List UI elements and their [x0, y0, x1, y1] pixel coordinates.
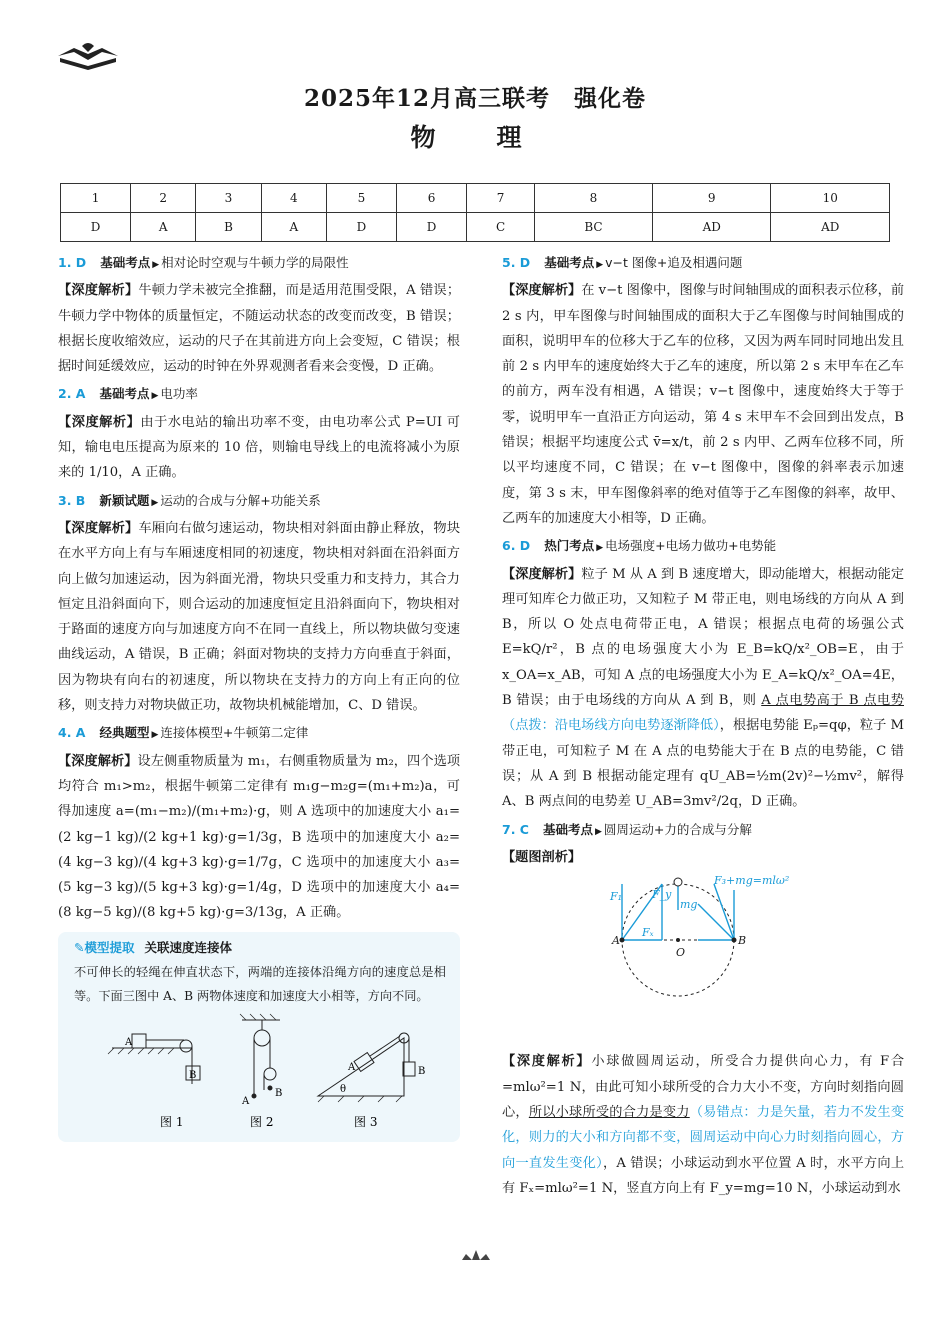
- fig3-label-b: B: [418, 1065, 426, 1077]
- q7-underline: 所以小球所受的合力是变力: [528, 1105, 690, 1121]
- q4-tag: 经典题型: [99, 725, 150, 741]
- q2-text: 由于水电站的输出功率不变，由电功率公式 P=UI 可知，输电电压提高为原来的 10 倍，则输电导线上的电流将减小为原来的 1/10，A 正确。: [58, 414, 460, 481]
- q7-text1: 小球做圆周运动，所受合力提供向心力，有 F合=mlω²=1 N，由此可知小球所受的合力大小不变，方向时刻指向圆心，: [502, 1054, 905, 1121]
- fig3-caption: 图 3: [354, 1114, 378, 1129]
- publisher-logo: [56, 42, 120, 70]
- q3-lead: 【深度解析】: [58, 520, 139, 536]
- q3-body: [58, 516, 460, 718]
- q6-topic: 电场强度+电场力做功+电势能: [605, 538, 777, 554]
- subject-title: 物 理: [410, 123, 540, 152]
- q5-lead: 【深度解析】: [502, 283, 582, 299]
- answer-key-5: D: [326, 213, 396, 242]
- q2-number: 2. A: [58, 386, 86, 402]
- q2-header: 2. A 基础考点 ▶ 电功率: [58, 386, 198, 402]
- answer-number-6: 6: [396, 184, 466, 213]
- q1-body: [58, 278, 460, 379]
- fig2-caption: 图 2: [250, 1114, 274, 1129]
- q1-header: 1. D 基础考点 ▶ 相对论时空观与牛顿力学的局限性: [58, 255, 349, 270]
- q7-body: [502, 1049, 904, 1201]
- answer-number-8: 8: [534, 184, 652, 213]
- answer-number-9: 9: [653, 184, 771, 213]
- answer-number-1: 1: [61, 184, 131, 213]
- fig-f3-label: F₃+mg=mlω²: [714, 874, 790, 888]
- answer-key-4: A: [261, 213, 326, 242]
- q5-number: 5. D: [502, 255, 531, 270]
- q7-figure-lead: 【题图剖析】: [502, 849, 582, 865]
- q3-topic: 运动的合成与分解+功能关系: [160, 492, 321, 508]
- q3-text: 车厢向右做匀速运动，物块相对斜面由静止释放，物块在水平方向上有与车厢速度相同的初速度，物块相对斜面在沿斜面方向上做匀加速运动，因为斜面光滑，物块只受重力和支持力，其合力恒定且沿斜面向下，则合运动的加速度恒定且沿斜面向下，物块相对于路面的速度方向与加速度方向不在同一直线上，所以物块做匀变速曲线运动，A 错误，B 正确；斜面对物块的支持力方向垂直于斜面，因为物块有向右的初速度，所以物块在支持力的方向上有正向的位移，则支持力对物块做正功，故物块机械能增加，C、D 错误。: [58, 520, 461, 714]
- left-column: [58, 248, 460, 1142]
- answer-key-10: AD: [771, 213, 890, 242]
- q3-header: 3. B 新颖试题 ▶ 运动的合成与分解+功能关系: [58, 492, 321, 508]
- fig2-label-b: B: [275, 1087, 283, 1099]
- right-column: [502, 248, 904, 1201]
- model-text: 不可伸长的轻绳在伸直状态下，两端的连接体沿绳方向的速度总是相等。下面三图中 A、B 两物体速度和加速度大小相等，方向不同。: [74, 964, 446, 1003]
- q7-number: 7. C: [502, 821, 529, 837]
- model-box: [58, 932, 460, 1142]
- fig-o-label: O: [676, 946, 686, 960]
- answer-number-4: 4: [261, 184, 326, 213]
- q7-note: （易错点：力是矢量，若力不发生变化，则力的大小和方向都不变，圆周运动中向心力时刻指向圆心，方向一直发生变化）: [502, 1105, 905, 1171]
- answer-key-1: D: [61, 213, 131, 242]
- fig-b-label: B: [738, 934, 747, 948]
- q7-header: 7. C 基础考点 ▶ 圆周运动+力的合成与分解: [502, 821, 752, 837]
- q6-underline: A 点电势高于 B 点电势: [761, 693, 904, 709]
- q4-text: 设左侧重物质量为 m₁，右侧重物质量为 m₂，四个选项均符合 m₁>m₂，根据牛顿第二定律有 m₁g−m₂g=(m₁+m₂)a，可得加速度 a=(m₁−m₂)/(m₁+m₂)·g，则 A 选项中的加速度大小 a₁=(2 kg−1 kg)/(2 kg+1 kg)·g=1/3g，B 选项中的加速度大小 a₂=(4 kg−3 kg)/(4 kg+3 kg)·g=1/7g，C 选项中的加速度大小 a₃=(5 kg−3 kg)/(5 kg+3 kg)·g=1/4g，D 选项中的加速度大小 a₄=(8 kg−5 kg)/(8 kg+5 kg)·g=3/13g，A 正确。: [58, 753, 461, 921]
- q4-lead: 【深度解析】: [58, 753, 138, 769]
- q5-topic: v−t 图像+追及相遇问题: [605, 255, 743, 270]
- answer-key-7: C: [467, 213, 535, 242]
- q1-lead: 【深度解析】: [58, 283, 139, 299]
- answer-key-6: D: [396, 213, 466, 242]
- q7-topic: 圆周运动+力的合成与分解: [603, 821, 752, 837]
- q6-note: （点拨：沿电场线方向电势逐渐降低）: [502, 718, 720, 734]
- q7-text2: ，A 错误；小球运动到水平位置 A 时，水平方向上有 Fₓ=mlω²=1 N，竖直方向上有 F_y=mg=10 N，小球运动到水: [502, 1155, 905, 1196]
- fig-fx-label: Fₓ: [642, 926, 654, 940]
- fig1-label-a: A: [125, 1036, 133, 1048]
- model-label: 模型提取: [84, 939, 135, 955]
- pencil-icon: ✎: [74, 939, 85, 955]
- q5-header: 5. D 基础考点 ▶ v−t 图像+追及相遇问题: [502, 255, 743, 270]
- answer-numbers-row: [61, 184, 890, 213]
- answer-number-10: 10: [771, 184, 890, 213]
- fig2-label-a: A: [242, 1095, 250, 1107]
- q4-topic: 连接体模型+牛顿第二定律: [160, 725, 309, 741]
- exam-title: 2025年12月高三联考 强化卷: [303, 85, 647, 112]
- q7-tag: 基础考点: [542, 821, 593, 837]
- fig3-label-a: A: [348, 1061, 356, 1073]
- q6-header: 6. D 热门考点 ▶ 电场强度+电场力做功+电势能: [502, 538, 777, 554]
- q2-body: [58, 410, 460, 486]
- answer-key-8: BC: [534, 213, 652, 242]
- q6-tag: 热门考点: [544, 538, 595, 554]
- q6-text2: ，根据电势能 Eₚ=qφ，粒子 M 带正电，可知粒子 M 在 A 点的电势能大于在 B 点的电势能，C 错误；从 A 到 B 根据动能定理有 qU_AB=½m(2v)²−½mv²，解得 A、B 两点间的电势差 U_AB=3mv²/2q，D 正确。: [502, 718, 905, 810]
- q3-number: 3. B: [58, 492, 86, 508]
- model-title: 关联速度连接体: [144, 939, 233, 955]
- answer-number-5: 5: [326, 184, 396, 213]
- q4-body: [58, 749, 460, 926]
- fig3-theta: θ: [340, 1083, 347, 1095]
- fig-a-label: A: [612, 934, 620, 948]
- q3-tag: 新颖试题: [99, 492, 150, 508]
- answer-key-9: AD: [653, 213, 771, 242]
- q1-tag: 基础考点: [100, 255, 151, 270]
- q2-tag: 基础考点: [99, 386, 150, 402]
- pulley-diagrams: [74, 1008, 446, 1134]
- answer-number-3: 3: [196, 184, 262, 213]
- answer-number-7: 7: [467, 184, 535, 213]
- q5-tag: 基础考点: [544, 255, 595, 270]
- q2-topic: 电功率: [160, 386, 198, 402]
- fig-f1-label: F₁: [610, 890, 623, 904]
- model-figures: [74, 1008, 446, 1134]
- footer-ornament-icon: [454, 1248, 498, 1262]
- q4-number: 4. A: [58, 725, 86, 741]
- q5-body: [502, 278, 904, 531]
- answer-number-2: 2: [131, 184, 196, 213]
- circular-motion-diagram: [502, 870, 904, 1040]
- answer-key-table: [60, 183, 890, 242]
- answer-key-2: A: [131, 213, 196, 242]
- q6-number: 6. D: [502, 538, 531, 554]
- q1-text: 牛顿力学未被完全推翻，而是适用范围受限，A 错误；牛顿力学中物体的质量恒定，不随运动状态的改变而改变，B 错误；根据长度收缩效应，运动的尺子在其前进方向上会变短，C 错误；根据时间延缓效应，运动的时钟在外界观测者看来会变慢，D 正确。: [58, 283, 461, 375]
- q6-body: [502, 562, 904, 815]
- fig-mg-label: mg: [680, 898, 698, 912]
- fig1-label-b: B: [189, 1069, 197, 1081]
- q2-lead: 【深度解析】: [58, 414, 141, 430]
- q7-lead: 【深度解析】: [502, 1054, 592, 1070]
- fig-fy-label: F_y: [652, 888, 672, 902]
- q4-header: 4. A 经典题型 ▶ 连接体模型+牛顿第二定律: [58, 725, 309, 741]
- q5-text: 在 v−t 图像中，图像与时间轴围成的面积表示位移，前 2 s 内，甲车图像与时间轴围成的面积大于乙车图像与时间轴围成的面积，说明甲车的位移大于乙车的位移，又因为两车同时同地出发且前 2 s 内甲车的速度始终大于乙车的速度，所以第 2 s 末甲车在乙车的前方，两车没有相遇，A 错误；v−t 图像中，速度始终大于等于零，说明甲车一直沿正方向运动，第 4 s 末甲车不会回到出发点，B 错误；根据平均速度公式 v̄=x/t，前 2 s 内甲、乙两车位移不同，所以平均速度不同，C 错误；在 v−t 图像中，图像的斜率表示加速度，第 3 s 末，甲车图像斜率的绝对值等于乙车图像的斜率，故甲、乙两车的加速度大小相等，D 正确。: [502, 283, 905, 526]
- q6-lead: 【深度解析】: [502, 566, 582, 582]
- answer-keys-row: [61, 213, 890, 242]
- q1-number: 1. D: [58, 255, 87, 270]
- answer-key-3: B: [196, 213, 262, 242]
- model-header: [74, 936, 446, 960]
- fig1-caption: 图 1: [160, 1114, 184, 1129]
- q6-text1: 粒子 M 从 A 到 B 速度增大，即动能增大，根据动能定理可知库仑力做正功，又知粒子 M 带正电，则电场线的方向从 A 到 B，所以 O 处点电荷带正电，A 错误；根据点电荷的场强公式 E=kQ/r²，B 点的电场强度大小为 E_B=kQ/x²_OB=E，由于 x_OA=x_AB，可知 A 点的电场强度大小为 E_A=kQ/x²_OA=4E，B 错误；由于电场线的方向从 A 到 B，则: [502, 566, 905, 709]
- q1-topic: 相对论时空观与牛顿力学的局限性: [161, 255, 349, 270]
